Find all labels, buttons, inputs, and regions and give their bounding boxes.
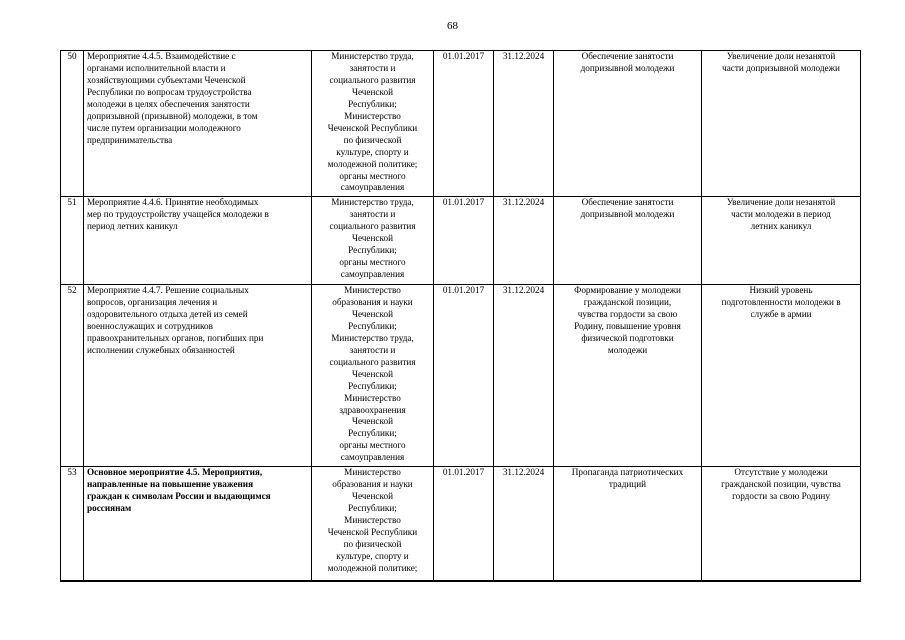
cell-text-line: Низкий уровень xyxy=(749,285,813,295)
cell-text-line: военнослужащих и сотрудников xyxy=(87,320,213,331)
cell-text-line: Республики; xyxy=(348,428,397,439)
cell-text-line: граждан к символам России и выдающимся xyxy=(87,490,271,501)
cell-text-line: Министерство xyxy=(344,467,401,477)
cell-text-line: занятости и xyxy=(349,62,396,73)
cell-text-line: предпринимательства xyxy=(87,134,173,145)
cell-text-line: по физической xyxy=(343,538,402,549)
measures-table xyxy=(60,50,861,582)
indicator-cell xyxy=(702,51,861,197)
cell-text-line: традиций xyxy=(608,478,647,489)
cell-text-line: самоуправления xyxy=(340,182,405,193)
cell-text-line: социального развития xyxy=(329,74,416,85)
end-date-cell: 31.12.2024 xyxy=(494,467,554,581)
start-date-cell: 01.01.2017 xyxy=(434,467,494,581)
cell-text-line: Министерство xyxy=(344,285,401,295)
cell-text-line: чувства гордости за свою xyxy=(577,308,678,319)
cell-text-line: хозяйствующими субъектами Чеченской xyxy=(87,74,246,85)
executor-cell xyxy=(312,285,434,467)
cell-text-line: молодежи в целях обеспечения занятости xyxy=(87,98,250,109)
cell-text-line: Республики; xyxy=(348,244,397,255)
table-row xyxy=(61,285,861,467)
cell-text-line: Республики; xyxy=(348,320,397,331)
cell-text-line: Министерство xyxy=(344,392,401,403)
cell-text-line: Обеспечение занятости xyxy=(581,51,674,61)
cell-text-line: самоуправления xyxy=(340,452,405,463)
cell-text-line: Министерство труда, xyxy=(331,197,414,207)
cell-text-line: Родину, повышение уровня xyxy=(574,320,681,331)
cell-text-line: Республики по вопросам трудоустройства xyxy=(87,86,252,97)
executor-cell xyxy=(312,51,434,197)
cell-text-line: допризывной молодежи xyxy=(580,208,675,219)
cell-text-line: допризывной молодежи xyxy=(580,62,675,73)
cell-text-line: Министерство труда, xyxy=(331,332,414,343)
cell-text-line: органы местного xyxy=(339,440,406,451)
row-number-cell: 51 xyxy=(61,197,84,285)
cell-text-line: Чеченской xyxy=(351,308,394,319)
cell-text-line: Республики; xyxy=(348,380,397,391)
cell-text-line: социального развития xyxy=(329,356,416,367)
cell-text-line: по физической xyxy=(343,134,402,145)
cell-text-line: Формирование у молодежи xyxy=(574,285,681,295)
row-number-cell: 52 xyxy=(61,285,84,467)
page-number: 68 xyxy=(447,20,458,32)
cell-text-line: занятости и xyxy=(349,344,396,355)
cell-text-line: социального развития xyxy=(329,220,416,231)
cell-text-line: Республики; xyxy=(348,98,397,109)
cell-text-line: Мероприятие 4.4.6. Принятие необходимых xyxy=(87,197,259,207)
row-number-cell: 50 xyxy=(61,51,84,197)
cell-text-line: органы местного xyxy=(339,256,406,267)
executor-cell xyxy=(312,197,434,285)
cell-text-line: здравоохранения xyxy=(339,404,406,415)
start-date-cell: 01.01.2017 xyxy=(434,51,494,197)
cell-text-line: Основное мероприятие 4.5. Мероприятия, xyxy=(87,467,263,477)
end-date-cell: 31.12.2024 xyxy=(494,285,554,467)
cell-text-line: образования и науки xyxy=(332,478,413,489)
expected-result-cell xyxy=(554,51,702,197)
cell-text-line: Чеченской Республики xyxy=(327,122,418,133)
cell-text-line: Увеличение доли незанятой xyxy=(726,197,836,207)
cell-text-line: летних каникул xyxy=(750,220,812,231)
cell-text-line: правоохранительных органов, погибших при xyxy=(87,332,264,343)
cell-text-line: Мероприятие 4.4.7. Решение социальных xyxy=(87,285,249,295)
cell-text-line: Мероприятие 4.4.5. Взаимодействие с xyxy=(87,51,236,61)
cell-text-line: гражданской позиции, чувства xyxy=(721,478,841,489)
cell-text-line: самоуправления xyxy=(340,268,405,279)
cell-text-line: молодежной политике; xyxy=(327,562,418,573)
cell-text-line: Пропаганда патриотических xyxy=(571,467,684,477)
expected-result-cell xyxy=(554,467,702,581)
cell-text-line: гордости за свою Родину xyxy=(732,490,830,501)
cell-text-line: гражданской позиции, xyxy=(583,296,672,307)
cell-text-line: Министерство xyxy=(344,110,401,121)
expected-result-cell xyxy=(554,285,702,467)
cell-text-line: россиянам xyxy=(87,502,132,513)
cell-text-line: молодежной политике; xyxy=(327,158,418,169)
cell-text-line: молодежи xyxy=(607,344,648,355)
cell-text-line: Министерство xyxy=(344,514,401,525)
indicator-cell xyxy=(702,285,861,467)
cell-text-line: мер по трудоустройству учащейся молодежи в xyxy=(87,208,269,219)
cell-text-line: исполнении служебных обязанностей xyxy=(87,344,235,355)
cell-text-line: культуре, спорту и xyxy=(336,550,409,561)
table-row xyxy=(61,197,861,285)
cell-text-line: подготовленности молодежи в xyxy=(721,296,841,307)
cell-text-line: Отсутствие у молодежи xyxy=(734,467,828,477)
expected-result-cell xyxy=(554,197,702,285)
cell-text-line: Обеспечение занятости xyxy=(581,197,674,207)
cell-text-line: Чеченской xyxy=(351,490,394,501)
cell-text-line: Министерство труда, xyxy=(331,51,414,61)
cell-text-line: Республики; xyxy=(348,502,397,513)
measure-name-cell xyxy=(84,197,312,285)
cell-text-line: оздоровительного отдыха детей из семей xyxy=(87,308,248,319)
executor-cell xyxy=(312,467,434,581)
cell-text-line: органами исполнительной власти и xyxy=(87,62,226,73)
cell-text-line: Увеличение доли незанятой xyxy=(726,51,836,61)
cell-text-line: Чеченской xyxy=(351,232,394,243)
cell-text-line: части допризывной молодежи xyxy=(722,62,840,73)
measure-name-cell xyxy=(84,467,312,581)
cell-text-line: период летних каникул xyxy=(87,220,178,231)
cell-text-line: органы местного xyxy=(339,170,406,181)
cell-text-line: вопросов, организация лечения и xyxy=(87,296,218,307)
cell-text-line: Чеченской xyxy=(351,368,394,379)
measure-name-cell xyxy=(84,51,312,197)
cell-text-line: Чеченской xyxy=(351,416,394,427)
cell-text-line: Чеченской Республики xyxy=(327,526,418,537)
start-date-cell: 01.01.2017 xyxy=(434,285,494,467)
measure-name-cell xyxy=(84,285,312,467)
cell-text-line: физической подготовки xyxy=(581,332,674,343)
cell-text-line: Чеченской xyxy=(351,86,394,97)
cell-text-line: образования и науки xyxy=(332,296,413,307)
cell-text-line: числе путем организации молодежного xyxy=(87,122,241,133)
cell-text-line: службе в армии xyxy=(750,308,812,319)
row-number-cell: 53 xyxy=(61,467,84,581)
cell-text-line: допризывной (призывной) молодежи, в том xyxy=(87,110,258,121)
end-date-cell: 31.12.2024 xyxy=(494,51,554,197)
table-row xyxy=(61,51,861,197)
start-date-cell: 01.01.2017 xyxy=(434,197,494,285)
indicator-cell xyxy=(702,467,861,581)
table-row xyxy=(61,467,861,581)
indicator-cell xyxy=(702,197,861,285)
cell-text-line: занятости и xyxy=(349,208,396,219)
cell-text-line: культуре, спорту и xyxy=(336,146,409,157)
end-date-cell: 31.12.2024 xyxy=(494,197,554,285)
cell-text-line: направленные на повышение уважения xyxy=(87,478,254,489)
cell-text-line: части молодежи в период xyxy=(731,208,831,219)
